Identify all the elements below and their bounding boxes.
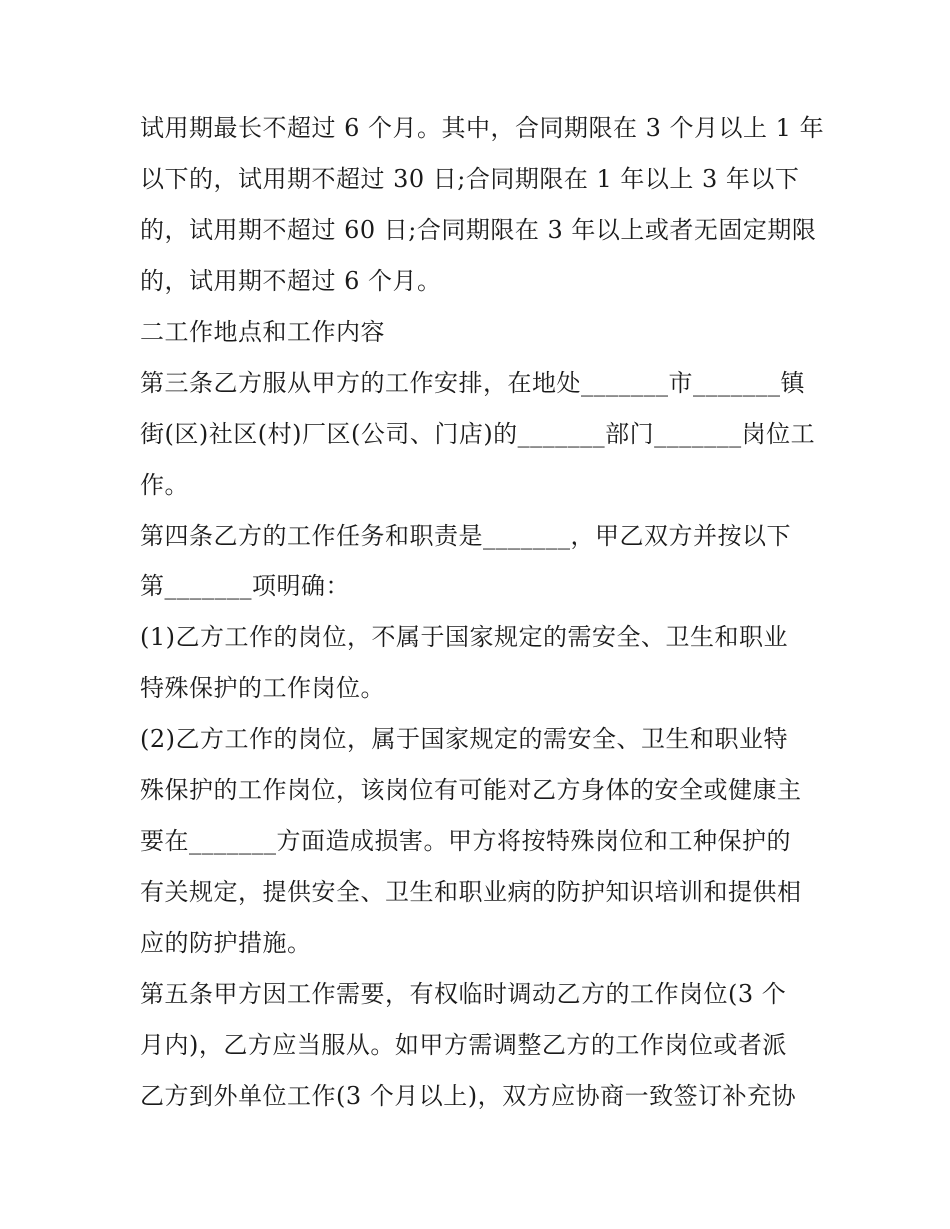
- text-line: 街(区)社区(村)厂区(公司、门店)的_______部门_______岗位工: [140, 420, 816, 448]
- text-line: 有关规定，提供安全、卫生和职业病的防护知识培训和提供相: [140, 878, 802, 906]
- text-line: 殊保护的工作岗位，该岗位有可能对乙方身体的安全或健康主: [140, 776, 802, 804]
- text-line: 要在_______方面造成损害。甲方将按特殊岗位和工种保护的: [140, 827, 791, 855]
- text-line: 的，试用期不超过 60 日;合同期限在 3 年以上或者无固定期限: [140, 216, 817, 244]
- text-line: (1)乙方工作的岗位，不属于国家规定的需安全、卫生和职业: [140, 623, 788, 651]
- section-heading: 二工作地点和工作内容: [140, 318, 385, 346]
- text-line: 第三条乙方服从甲方的工作安排，在地处_______市_______镇: [140, 369, 805, 397]
- text-line: 特殊保护的工作岗位。: [140, 674, 385, 702]
- text-line: 第四条乙方的工作任务和职责是_______，甲乙双方并按以下: [140, 522, 791, 550]
- text-line: 月内)，乙方应当服从。如甲方需调整乙方的工作岗位或者派: [140, 1031, 787, 1059]
- text-line: 应的防护措施。: [140, 929, 312, 957]
- text-line: 第五条甲方因工作需要，有权临时调动乙方的工作岗位(3 个: [140, 980, 787, 1008]
- text-line: 第_______项明确：: [140, 572, 350, 600]
- text-line: 以下的，试用期不超过 30 日;合同期限在 1 年以上 3 年以下: [140, 165, 800, 193]
- text-line: 试用期最长不超过 6 个月。其中，合同期限在 3 个月以上 1 年: [140, 114, 825, 142]
- text-line: 的，试用期不超过 6 个月。: [140, 267, 442, 295]
- text-line: 作。: [140, 471, 189, 499]
- text-line: (2)乙方工作的岗位，属于国家规定的需安全、卫生和职业特: [140, 725, 788, 753]
- text-line: 乙方到外单位工作(3 个月以上)，双方应协商一致签订补充协: [140, 1082, 797, 1110]
